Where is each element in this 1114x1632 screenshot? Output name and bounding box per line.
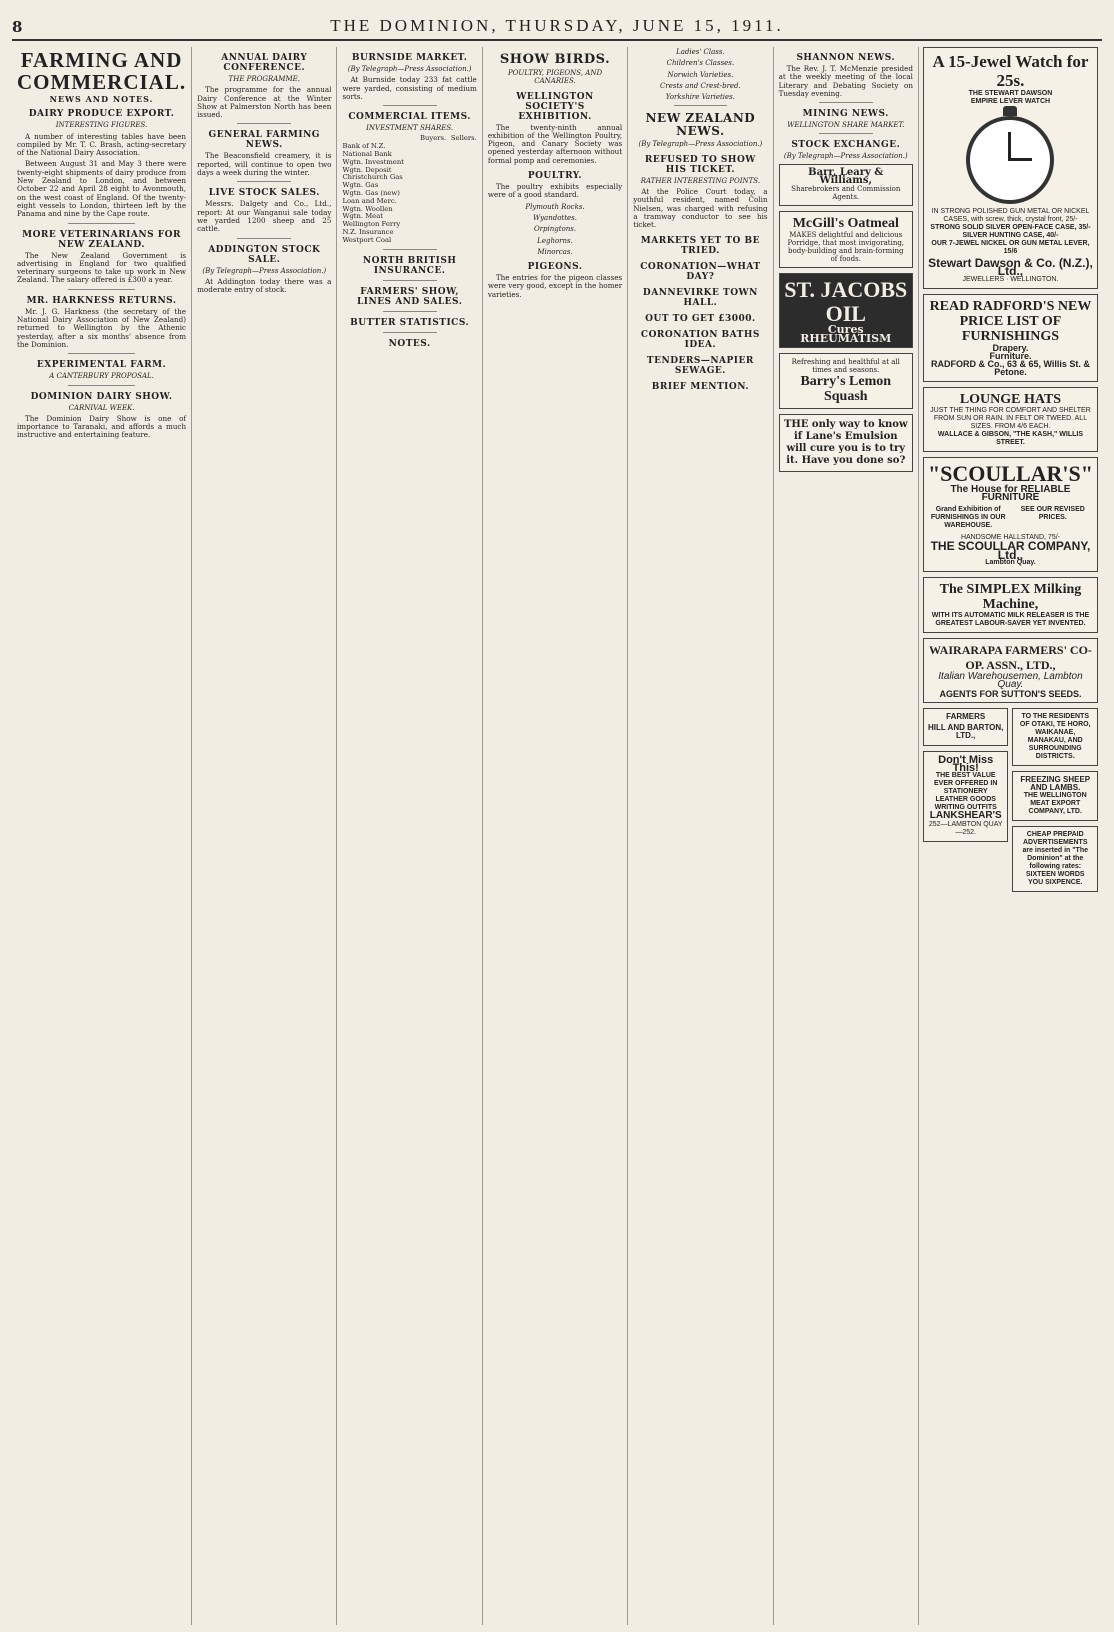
table-cell (446, 167, 477, 175)
st-jacobs-oil-ad (779, 273, 913, 348)
table-cell: National Bank (342, 150, 392, 159)
ad-text: OUR 7-JEWEL NICKEL OR GUN METAL LEVER, 15/6 (931, 240, 1090, 255)
ad-subtitle: Italian Warehousemen, Lambton Quay. (938, 670, 1083, 691)
scoullar-ad (923, 457, 1098, 572)
article-subheading: INVESTMENT SHARES. (366, 124, 454, 133)
table-cell: Bank of N.Z. (342, 142, 386, 151)
article-heading: POULTRY. (527, 171, 583, 182)
table-cell: Wgtn. Meat (342, 212, 383, 221)
article-subheading: WELLINGTON SHARE MARKET. (787, 121, 905, 130)
article-subheading: (By Telegraph—Press Association.) (347, 65, 472, 73)
article-heading: EXPERIMENTAL FARM. (36, 360, 167, 371)
table-cell (446, 174, 477, 182)
ad-brand: LANKSHEAR'S (929, 810, 1002, 822)
ad-title: TO THE RESIDENTS OF OTAKI, TE HORO, WAIKANAE, MANAKAU, AND SURROUNDING DISTRICTS. (1019, 712, 1091, 760)
table-cell (415, 198, 446, 206)
farmers-ad (923, 708, 1009, 746)
ad-text: JUST THE THING FOR COMFORT AND SHELTER FROM SUN OR RAIN. IN FELT OR TWEED. ALL SIZES. FROM 4/6 EACH. (930, 406, 1091, 430)
ad-text: 252—LAMBTON QUAY—252. (928, 820, 1003, 836)
section-heading: FARMING AND COMMERCIAL. (17, 48, 187, 94)
wairarapa-ad (923, 638, 1098, 703)
column-3 (337, 47, 482, 1625)
ad-text: AGENTS FOR SUTTON'S SEEDS. (939, 688, 1082, 699)
article-subheading: THE PROGRAMME. (228, 75, 300, 83)
article-text: Messrs. Dalgety and Co., Ltd., report: At our Wanganui sale today we yarded 1200 sheep and 25 cattle. (197, 199, 332, 234)
table-cell: Wgtn. Woollen (342, 204, 393, 213)
masthead (12, 10, 1102, 41)
table-cell (415, 151, 446, 159)
ad-text: THE STEWART DAWSON (968, 90, 1053, 97)
column-1 (12, 47, 192, 1625)
pocket-watch-icon (966, 116, 1054, 204)
ad-title: Don't Miss This! (938, 753, 994, 775)
table-cell (446, 198, 477, 206)
article-text: The entries for the pigeon classes were very good, except in the homer varieties. (487, 273, 623, 299)
watch-ad (923, 47, 1098, 289)
category-heading: Wyandottes. (533, 213, 577, 222)
ad-title: WAIRARAPA FARMERS' CO-OP. ASSN., LTD., (929, 642, 1092, 672)
table-cell (446, 221, 477, 229)
article-heading: NOTES. (388, 338, 431, 349)
lanes-emulsion-ad (779, 414, 913, 472)
simplex-ad (923, 577, 1098, 633)
article-heading: NORTH BRITISH INSURANCE. (362, 255, 457, 276)
shares-header-cell: Sellers. (450, 134, 477, 143)
table-cell: Christchurch Gas (342, 173, 403, 182)
article-heading: CORONATION BATHS IDEA. (640, 329, 760, 350)
ad-text: THE WELLINGTON MEAT EXPORT COMPANY, LTD. (1023, 792, 1087, 816)
table-cell (446, 206, 477, 214)
category-heading: Leghorns. (537, 236, 573, 245)
article-heading: OUT TO GET £3000. (645, 313, 756, 324)
barr-leary-ad (779, 164, 913, 207)
category-heading: Minorcas. (537, 247, 573, 256)
ad-text: IN STRONG POLISHED GUN METAL OR NICKEL CASES, with screw, thick, crystal front, 25/- (931, 208, 1090, 223)
prepaid-ads-notice (1012, 826, 1098, 892)
table-cell (415, 167, 446, 175)
column-4 (483, 47, 628, 1625)
article-heading: GENERAL FARMING NEWS. (208, 130, 320, 151)
column-7-ads (919, 47, 1102, 1625)
article-heading: PIGEONS. (527, 262, 583, 273)
table-cell (415, 229, 446, 237)
ad-text: STRONG SOLID SILVER OPEN-FACE CASE, 35/- (930, 224, 1091, 231)
otaki-ad (1012, 708, 1098, 766)
table-cell (446, 237, 477, 245)
article-heading: CORONATION—WHAT DAY? (640, 261, 761, 282)
ad-title: ST. JACOBS OIL (784, 277, 908, 327)
article-text: The Beaconsfield creamery, it is reported, will continue to open two days a week during the winter. (197, 151, 332, 178)
ad-text: JEWELLERS · WELLINGTON. (962, 275, 1059, 283)
article-heading: DOMINION DAIRY SHOW. (30, 391, 173, 402)
table-cell (415, 206, 446, 214)
ad-brand: RADFORD & Co., 63 & 65, Willis St. & Petone. (930, 359, 1090, 378)
article-heading: MINING NEWS. (802, 109, 889, 120)
article-heading: DANNEVIRKE TOWN HALL. (642, 287, 758, 308)
article-heading: SHOW BIRDS. (499, 52, 611, 67)
column-2 (192, 47, 337, 1625)
article-heading: BUTTER STATISTICS. (350, 317, 470, 328)
ad-text: CHEAP PREPAID ADVERTISEMENTS are inserted in "The Dominion" at the following rates: SIXTEEN WORDS YOU SIXPENCE. (1022, 831, 1088, 887)
table-cell (446, 151, 477, 159)
meat-export-ad (1012, 771, 1098, 822)
category-heading: Norwich Varieties. (667, 70, 734, 79)
article-text: At the Police Court today, a youthful resident, named Colin Nielsen, was charged with refusing a tramway conductor to see his ticket. (633, 187, 768, 230)
lounge-hats-ad (923, 387, 1098, 452)
table-cell: N.Z. Insurance (342, 228, 394, 237)
article-text: At Addington today there was a moderate entry of stock. (197, 276, 332, 295)
ad-brand: HILL AND BARTON, LTD., (928, 723, 1004, 741)
ad-title: A 15-Jewel Watch for 25s. (932, 52, 1089, 90)
ad-title: FREEZING SHEEP AND LAMBS. (1020, 774, 1091, 793)
table-cell (415, 174, 446, 182)
ad-text: EMPIRE LEVER WATCH (970, 98, 1051, 105)
article-heading: MORE VETERINARIANS FOR NEW ZEALAND. (22, 229, 181, 250)
table-row (342, 237, 476, 245)
article-text: The programme for the annual Dairy Conference at the Winter Show at Palmerston North has been issued. (197, 85, 332, 120)
article-heading: NEW ZEALAND NEWS. (645, 111, 756, 139)
article-heading: ADDINGTON STOCK SALE. (208, 244, 321, 265)
ad-title: Barry's Lemon Squash (800, 373, 892, 404)
article-heading: COMMERCIAL ITEMS. (348, 112, 471, 123)
ad-title: The SIMPLEX Milking Machine, (939, 581, 1082, 612)
ad-text: THE only way to know if Lane's Emulsion will cure you is to try it. Have you done so? (783, 418, 908, 466)
article-heading: MR. HARKNESS RETURNS. (26, 295, 177, 306)
ad-title: READ RADFORD'S NEW PRICE LIST OF FURNISHINGS (929, 298, 1092, 344)
radford-ad (923, 294, 1098, 382)
table-cell: Wgtn. Gas (new) (342, 189, 400, 198)
table-cell (415, 190, 446, 198)
ad-brand: Stewart Dawson & Co. (N.Z.), Ltd., (928, 256, 1093, 279)
ad-text: Drapery. (992, 342, 1029, 353)
table-cell: Loan and Merc. (342, 196, 397, 205)
table-cell (446, 159, 477, 167)
article-heading: BURNSIDE MARKET. (351, 53, 468, 63)
ad-brand: THE SCOULLAR COMPANY, Ltd., (930, 539, 1091, 562)
ad-text: SEE OUR REVISED PRICES. (1020, 506, 1085, 522)
category-heading: Plymouth Rocks. (525, 202, 585, 211)
table-cell (446, 190, 477, 198)
ad-title: McGill's Oatmeal (792, 216, 899, 232)
ad-text: Grand Exhibition of FURNISHINGS IN OUR WAREHOUSE. (930, 506, 1006, 530)
article-heading: MARKETS YET TO BE TRIED. (640, 235, 760, 256)
article-text: A number of interesting tables have been compiled by Mr. T. C. Brash, acting-secretary of the National Dairy Association. (17, 131, 187, 158)
table-cell (415, 221, 446, 229)
table-cell: Wgtn. Deposit (342, 165, 392, 174)
article-heading: FARMERS' SHOW, LINES AND SALES. (356, 286, 463, 307)
table-cell (415, 213, 446, 221)
article-subheading: (By Telegraph—Press Association.) (202, 266, 327, 275)
ad-text: Furniture. (989, 350, 1032, 361)
category-heading: Crests and Crest-bred. (660, 81, 741, 90)
category-heading: Orpingtons. (533, 225, 577, 234)
article-heading: TENDERS—NAPIER SEWAGE. (646, 355, 754, 376)
article-heading: ANNUAL DAIRY CONFERENCE. (221, 53, 308, 73)
table-cell (446, 143, 477, 151)
section-subheading: NEWS AND NOTES. (49, 94, 154, 104)
article-subheading: RATHER INTERESTING POINTS. (640, 176, 761, 185)
article-text: The Dominion Dairy Show is one of importance to Taranaki, and affords a much instructive and entertaining feature. (17, 413, 187, 440)
shares-table (342, 135, 476, 244)
ad-text: HANDSOME HALLSTAND, 75/- (960, 534, 1060, 542)
ad-text: Lambton Quay. (985, 558, 1036, 566)
ad-text: Sharebrokers and Commission Agents. (791, 185, 901, 202)
ad-title: FARMERS (946, 711, 986, 721)
newspaper-title: THE DOMINION, THURSDAY, JUNE 15, 1911. (330, 16, 784, 35)
article-text: Between August 31 and May 3 there were twenty-eight shipments of dairy produce from New Zealand to London, and between October 22 and April 28 eight to Avonmouth, on the west coast of England. Of the twenty-eight vessels to London, thirteen left by the Panama and nine by the Cape route. (17, 159, 187, 219)
column-6 (774, 47, 919, 1625)
article-heading: WELLINGTON SOCIETY'S EXHIBITION. (516, 91, 594, 122)
table-cell: Wgtn. Investment (342, 157, 404, 166)
table-cell: Wgtn. Gas (342, 181, 379, 190)
table-cell (446, 213, 477, 221)
article-text: The poultry exhibits especially were of a good standard. (487, 182, 623, 200)
article-text: Mr. J. G. Harkness (the secretary of the National Dairy Association of New Zealand) returned to Wellington by the Athenic yesterday, after a six months' absence from the Dominion. (17, 306, 187, 349)
barrys-lemon-squash-ad (779, 353, 913, 409)
ad-text: WITH ITS AUTOMATIC MILK RELEASER IS THE GREATEST LABOUR-SAVER YET INVENTED. (931, 611, 1090, 627)
article-subheading: A CANTERBURY PROPOSAL. (49, 372, 154, 381)
ad-title: "SCOULLAR'S" (927, 460, 1093, 486)
article-text: The twenty-ninth annual exhibition of the Wellington Poultry, Pigeon, and Canary Society was opened yesterday afternoon without formal pomp and ceremonies. (487, 122, 623, 165)
stationery-ad (923, 751, 1009, 842)
article-subheading: POULTRY, PIGEONS, AND CANARIES. (507, 69, 603, 86)
page-number: 8 (12, 18, 23, 36)
column-5 (628, 47, 773, 1625)
table-cell (415, 143, 446, 151)
article-heading: STOCK EXCHANGE. (791, 140, 901, 151)
table-cell: Westport Coal (342, 235, 392, 244)
table-cell (415, 182, 446, 190)
article-heading: BRIEF MENTION. (651, 381, 750, 392)
article-heading: SHANNON NEWS. (796, 53, 896, 63)
columns (12, 47, 1102, 1625)
article-text: The Rev. J. T. McMenzie presided at the weekly meeting of the local Literary and Debating Society on Tuesday evening. (778, 64, 913, 98)
article-heading: DAIRY PRODUCE EXPORT. (28, 109, 175, 120)
ad-title: Barr, Leary & Williams, (808, 166, 884, 187)
ad-title: LOUNGE HATS (959, 391, 1062, 407)
table-cell (446, 182, 477, 190)
category-heading: Yorkshire Varieties. (665, 93, 735, 102)
ad-brand: WALLACE & GIBSON, "THE KASH," WILLIS STREET. (937, 430, 1084, 446)
article-subheading: CARNIVAL WEEK. (68, 403, 135, 412)
table-cell (446, 229, 477, 237)
article-subheading: (By Telegraph—Press Association.) (638, 140, 763, 149)
category-heading: Ladies' Class. (676, 48, 725, 56)
article-heading: REFUSED TO SHOW HIS TICKET. (644, 154, 756, 175)
ad-text: Refreshing and healthful at all times and seasons. (791, 357, 900, 374)
table-cell: Wellington Ferry (342, 220, 401, 229)
article-subheading: (By Telegraph—Press Association.) (783, 152, 908, 161)
table-cell (415, 159, 446, 167)
category-heading: Children's Classes. (666, 59, 735, 68)
article-text: At Burnside today 233 fat cattle were yarded, consisting of medium sorts. (342, 75, 477, 101)
ad-text: THE BEST VALUE EVER OFFERED IN STATIONERY LEATHER GOODS WRITING OUTFITS (934, 772, 998, 812)
ad-text: MAKES delightful and delicious Porridge, that most invigorating, body-building and brain-forming of foods. (787, 231, 905, 264)
shares-header-cell: Buyers. (419, 134, 447, 143)
article-subheading: INTERESTING FIGURES. (55, 121, 148, 130)
ad-text: SILVER HUNTING CASE, 40/- (962, 232, 1059, 239)
ad-subtitle: The House for RELIABLE FURNITURE (950, 483, 1071, 504)
mcgills-oatmeal-ad (779, 211, 913, 268)
table-cell (415, 237, 446, 245)
ad-subtitle: Cures RHEUMATISM (800, 323, 892, 345)
article-heading: LIVE STOCK SALES. (208, 188, 320, 199)
article-text: The New Zealand Government is advertising in England for two qualified veterinary surgeons to take up work in New Zealand. The salary offered is £300 a year. (17, 250, 187, 285)
